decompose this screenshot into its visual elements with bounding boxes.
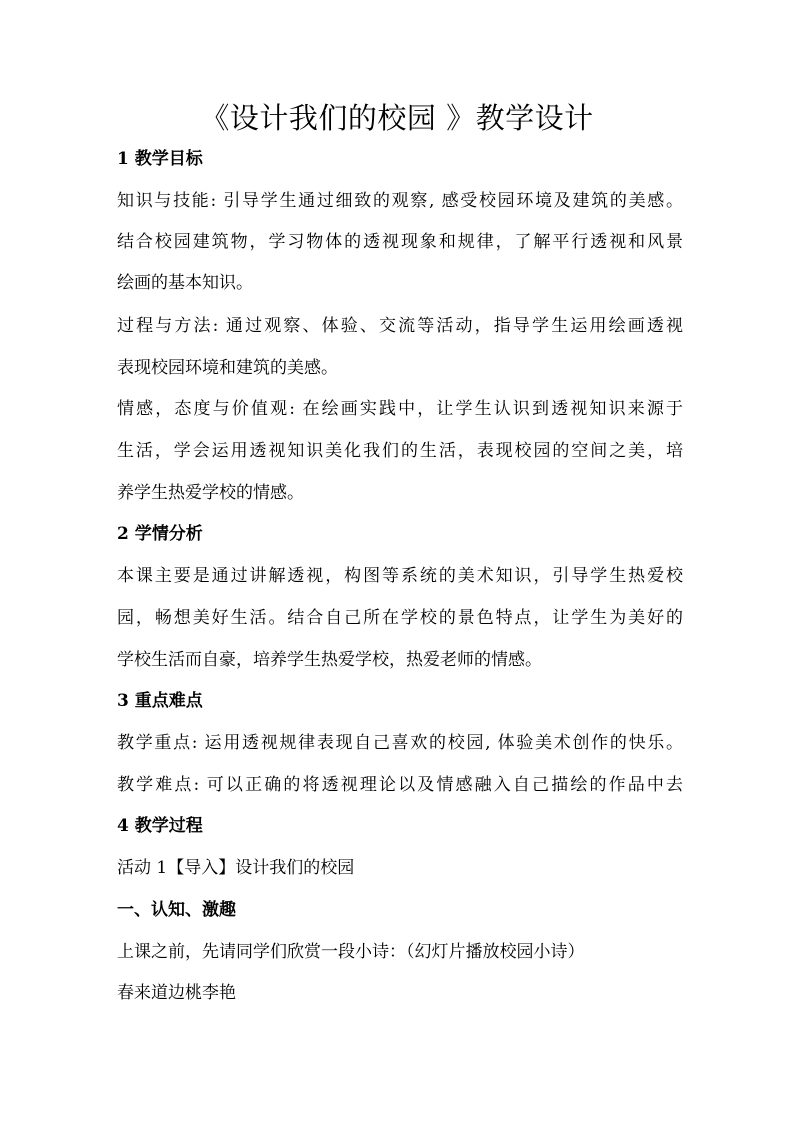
- paragraph-line: 上课之前，先请同学们欣赏一段小诗：（幻灯片播放校园小诗）: [117, 942, 585, 962]
- section-heading-objectives: 1 教学目标: [117, 149, 203, 169]
- paragraph-line: 学校生活而自豪，培养学生热爱学校，热爱老师的情感。: [117, 650, 542, 670]
- paragraph-line: 园，畅想美好生活。结合自己所在学校的景色特点，让学生为美好的: [117, 608, 683, 628]
- section-heading-analysis: 2 学情分析: [117, 524, 203, 544]
- paragraph-line: 过程与方法: 通过观察、体验、交流等活动，指导学生运用绘画透视: [117, 316, 683, 336]
- paragraph-line: 本课主要是通过讲解透视，构图等系统的美术知识，引导学生热爱校: [117, 566, 683, 586]
- subsection-heading: 一、认知、激趣: [117, 900, 236, 920]
- paragraph-line: 活动 1【导入】设计我们的校园: [117, 858, 355, 878]
- paragraph-line: 养学生热爱学校的情感。: [117, 483, 304, 503]
- paragraph-line: 教学难点: 可以正确的将透视理论以及情感融入自己描绘的作品中去: [117, 775, 683, 795]
- paragraph-line: 情感，态度与价值观: 在绘画实践中，让学生认识到透视知识来源于: [117, 399, 683, 419]
- paragraph-line: 绘画的基本知识。: [117, 273, 253, 293]
- paragraph-line: 教学重点: 运用透视规律表现自己喜欢的校园, 体验美术创作的快乐。: [117, 733, 683, 753]
- paragraph-line: 结合校园建筑物，学习物体的透视现象和规律，了解平行透视和风景: [117, 232, 683, 252]
- document-title: 《设计我们的校园 》教学设计: [200, 101, 594, 135]
- paragraph-line: 春来道边桃李艳: [117, 983, 236, 1003]
- section-heading-process: 4 教学过程: [117, 816, 203, 836]
- paragraph-line: 知识与技能: 引导学生通过细致的观察, 感受校园环境及建筑的美感。: [117, 191, 683, 211]
- paragraph-line: 生活，学会运用透视知识美化我们的生活，表现校园的空间之美，培: [117, 441, 683, 461]
- paragraph-line: 表现校园环境和建筑的美感。: [117, 358, 338, 378]
- section-heading-key-points: 3 重点难点: [117, 691, 203, 711]
